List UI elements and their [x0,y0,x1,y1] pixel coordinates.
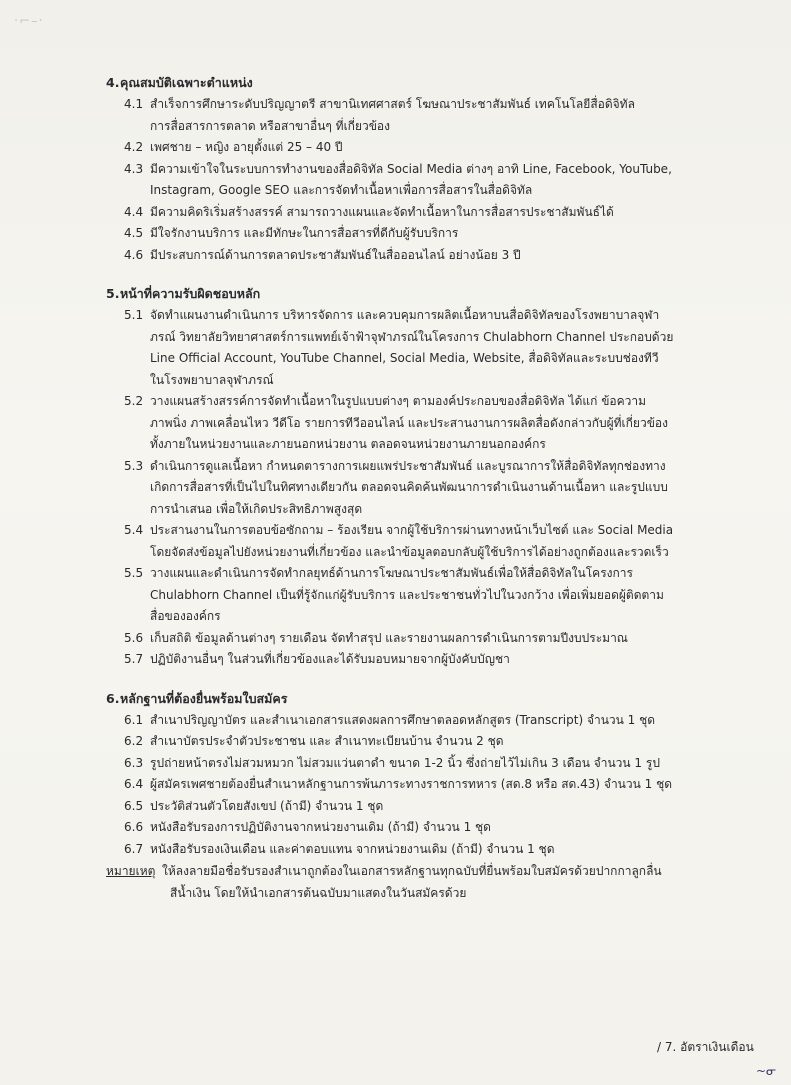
item-number: 5.1 [124,308,144,322]
item-text [150,223,696,245]
item-number: 4.5 [124,226,144,240]
page-initial-mark: ~ᓂ [756,1064,777,1078]
item-line: มีประสบการณ์ด้านการตลาดประชาสัมพันธ์ในสื่อออนไลน์ อย่างน้อย 3 ปี [150,247,521,262]
section-responsibilities [106,283,696,671]
section-heading [106,688,696,710]
list-item [106,796,696,818]
item-line: ประวัติส่วนตัวโดยสังเขป (ถ้ามี) จำนวน 1 ชุด [150,798,384,813]
item-number: 5.6 [124,630,144,645]
item-line: ภรณ์ วิทยาลัยวิทยาศาสตร์การแพทย์เจ้าฟ้าจุฬาภรณ์ในโครงการ Chulabhorn Channel ประกอบด้วย [150,329,674,344]
remark-text [162,861,696,904]
list-item [106,563,696,628]
item-line: สำเนาบัตรประจำตัวประชาชน และ สำเนาทะเบียนบ้าน จำนวน 2 ชุด [150,734,504,748]
item-line: การสื่อสารการตลาด หรือสาขาอื่นๆ ที่เกี่ยวข้อง [150,118,390,133]
item-number: 6.3 [124,755,144,770]
item-number: 6.6 [124,820,144,834]
item-number: 4.6 [124,247,144,262]
list-item [106,839,696,861]
item-line: วางแผนสร้างสรรค์การจัดทำเนื้อหาในรูปแบบต่างๆ ตามองค์ประกอบของสื่อดิจิทัล ได้แก่ ข้อความ [150,394,647,408]
section-title: คุณสมบัติเฉพาะตำแหน่ง [120,75,253,91]
next-page-reference: / 7. อัตราเงินเดือน [657,1040,754,1054]
item-text [150,245,696,267]
section-title: หน้าที่ความรับผิดชอบหลัก [120,286,261,302]
list-item [106,774,696,796]
item-text [150,796,696,818]
item-line: เก็บสถิติ ข้อมูลด้านต่างๆ รายเดือน จัดทำสรุป และรายงานผลการดำเนินการตามปีงบประมาณ [150,630,628,645]
section-heading [106,72,696,94]
list-item [106,710,696,732]
item-line: มีใจรักงานบริการ และมีทักษะในการสื่อสารที่ดีกับผู้รับบริการ [150,226,459,240]
list-item [106,753,696,775]
item-line: หนังสือรับรองการปฏิบัติงานจากหน่วยงานเดิม (ถ้ามี) จำนวน 1 ชุด [150,820,491,834]
item-line: Instagram, Google SEO และการจัดทำเนื้อหาเพื่อการสื่อสารในสื่อดิจิทัล [150,183,533,197]
item-text [150,649,696,671]
list-item [106,159,696,202]
item-line: รูปถ่ายหน้าตรงไม่สวมหมวก ไม่สวมแว่นตาดำ ขนาด 1-2 นิ้ว ซึ่งถ่ายไว้ไม่เกิน 3 เดือน จำนวน 1 รูป [150,755,660,770]
list-item [106,223,696,245]
remark-line: ให้ลงลายมือชื่อรับรองสำเนาถูกต้องในเอกสารหลักฐานทุกฉบับที่ยื่นพร้อมใบสมัครด้วยปากกาลูกลื่น [162,864,662,878]
item-text [150,137,696,159]
list-item [106,391,696,456]
item-line: สำเนาปริญญาบัตร และสำเนาเอกสารแสดงผลการศึกษาตลอดหลักสูตร (Transcript) จำนวน 1 ชุด [150,712,656,727]
scan-mark: ·⌐–· [14,14,44,29]
item-line: เกิดการสื่อสารที่เป็นไปในทิศทางเดียวกัน ตลอดจนคิดค้นพัฒนาการดำเนินงานด้านเนื้อหา และรูปแบบ [150,480,668,494]
item-number: 5.5 [124,566,144,580]
item-line: วางแผนและดำเนินการจัดทำกลยุทธ์ด้านการโฆษณาประชาสัมพันธ์เพื่อให้สื่อดิจิทัลในโครงการ [150,566,633,580]
item-text [150,817,696,839]
item-number: 6.5 [124,798,144,813]
item-line: หนังสือรับรองเงินเดือน และค่าตอบแทน จากหน่วยงานเดิม (ถ้ามี) จำนวน 1 ชุด [150,841,555,856]
list-item [106,137,696,159]
item-text [150,159,696,202]
section-number: 4. [106,75,120,91]
section-number: 6. [106,690,120,706]
item-line: Chulabhorn Channel เป็นที่รู้จักแก่ผู้รับบริการ และประชาชนทั่วไปในวงกว้าง เพื่อเพิ่มยอดผู้ติดตาม [150,587,664,602]
item-text [150,774,696,796]
item-number: 6.1 [124,712,144,727]
list-item [106,649,696,671]
document-content [106,72,696,921]
item-line: ปฏิบัติงานอื่นๆ ในส่วนที่เกี่ยวข้องและได้รับมอบหมายจากผู้บังคับบัญชา [150,652,510,666]
item-text [150,305,696,391]
item-line: สื่อขององค์กร [150,609,221,623]
item-text [150,391,696,456]
item-number: 4.1 [124,97,144,111]
section-title: หลักฐานที่ต้องยื่นพร้อมใบสมัคร [120,690,288,706]
item-line: เพศชาย – หญิง อายุตั้งแต่ 25 – 40 ปี [150,140,343,154]
list-item [106,202,696,224]
item-number: 6.7 [124,841,144,856]
item-line: ภาพนิ่ง ภาพเคลื่อนไหว วีดีโอ รายการทีวีออนไลน์ และประสานงานการผลิตสื่อดังกล่าวกับผู้ที่เกี่ยวข้อง [150,415,668,430]
section-heading [106,283,696,305]
item-line: การนำเสนอ เพื่อให้เกิดประสิทธิภาพสูงสุด [150,501,363,516]
list-item [106,305,696,391]
list-item [106,456,696,521]
item-text [150,731,696,753]
item-number: 5.2 [124,394,144,408]
item-text [150,710,696,732]
item-line: มีความคิดริเริ่มสร้างสรรค์ สามารถวางแผนและจัดทำเนื้อหาในการสื่อสารประชาสัมพันธ์ได้ [150,204,614,219]
item-text [150,456,696,521]
item-text [150,753,696,775]
remark-note [106,861,696,904]
item-number: 4.3 [124,161,144,176]
item-text [150,628,696,650]
item-line: โดยจัดส่งข้อมูลไปยังหน่วยงานที่เกี่ยวข้อง และนำข้อมูลตอบกลับผู้ใช้บริการได้อย่างถูกต้องและรวดเร็ว [150,544,669,559]
item-number: 6.2 [124,734,144,748]
remark-line: สีน้ำเงิน โดยให้นำเอกสารต้นฉบับมาแสดงในวันสมัครด้วย [170,885,467,900]
item-number: 5.4 [124,523,144,537]
item-text [150,839,696,861]
list-item [106,520,696,563]
item-line: Line Official Account, YouTube Channel, Social Media, Website, สื่อดิจิทัลและระบบช่องทีวี [150,351,659,365]
list-item [106,817,696,839]
item-line: มีความเข้าใจในระบบการทำงานของสื่อดิจิทัล Social Media ต่างๆ อาทิ Line, Facebook, YouTube, [150,161,672,176]
section-qualifications [106,72,696,266]
item-number: 6.4 [124,777,144,791]
list-item [106,245,696,267]
remark-label: หมายเหตุ [106,864,156,878]
item-line: ประสานงานในการตอบข้อซักถาม – ร้องเรียน จากผู้ใช้บริการผ่านทางหน้าเว็บไซต์ และ Social Media [150,523,674,537]
item-line: ผู้สมัครเพศชายต้องยื่นสำเนาหลักฐานการพ้นภาระทางราชการทหาร (สด.8 หรือ สด.43) จำนวน 1 ชุด [150,777,673,791]
item-line: ทั้งภายในหน่วยงานและภายนอกหน่วยงาน ตลอดจนหน่วยงานภายนอกองค์กร [150,437,546,451]
item-number: 5.3 [124,458,144,473]
item-number: 4.4 [124,204,144,219]
item-line: สำเร็จการศึกษาระดับปริญญาตรี สาขานิเทศศาสตร์ โฆษณาประชาสัมพันธ์ เทคโนโลยีสื่อดิจิทัล [150,97,635,111]
item-text [150,563,696,628]
item-text [150,520,696,563]
item-line: ในโรงพยาบาลจุฬาภรณ์ [150,372,274,387]
list-item [106,94,696,137]
section-required-documents [106,688,696,905]
item-text [150,94,696,137]
section-number: 5. [106,286,120,302]
item-text [150,202,696,224]
item-number: 5.7 [124,652,144,666]
item-line: จัดทำแผนงานดำเนินการ บริหารจัดการ และควบคุมการผลิตเนื้อหาบนสื่อดิจิทัลของโรงพยาบาลจุฬา [150,308,660,322]
list-item [106,731,696,753]
item-number: 4.2 [124,140,144,154]
item-line: ดำเนินการดูแลเนื้อหา กำหนดตารางการเผยแพร่ประชาสัมพันธ์ และบูรณาการให้สื่อดิจิทัลทุกช่องทาง [150,458,666,473]
list-item [106,628,696,650]
